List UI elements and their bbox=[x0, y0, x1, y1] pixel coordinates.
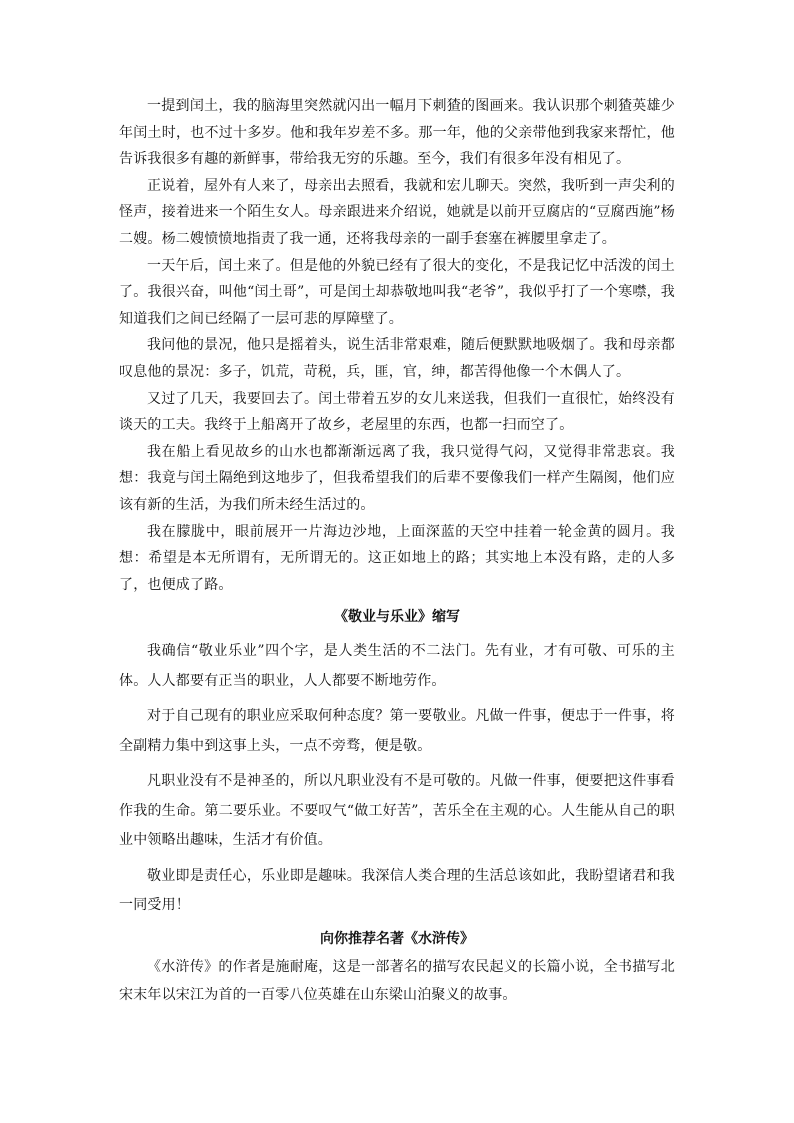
paragraph: 《水浒传》的作者是施耐庵，这是一部著名的描写农民起义的长篇小说，全书描写北宋末年以宋江为首的一百零八位英雄在山东梁山泊聚义的故事。 bbox=[119, 958, 675, 1003]
paragraph: 一提到闰土，我的脑海里突然就闪出一幅月下刺猹的图画来。我认识那个刺猹英雄少年闰土时，也不过十多岁。他和我年岁差不多。那一年，他的父亲带他到我家来帮忙，他告诉我很多有趣的新鲜事，带给我无穷的乐趣。至今，我们有很多年没有相见了。 bbox=[119, 98, 675, 168]
section-heading-jingye: 《敬业与乐业》缩写 bbox=[334, 609, 460, 626]
paragraph: 我在朦胧中，眼前展开一片海边沙地，上面深蓝的天空中挂着一轮金黄的圆月。我想：希望是本无所谓有，无所谓无的。这正如地上的路；其实地上本没有路，走的人多了，也便成了路。 bbox=[119, 523, 675, 593]
paragraph: 一天午后，闰土来了。但是他的外貌已经有了很大的变化，不是我记忆中活泼的闰土了。我很兴奋，叫他“闰土哥”，可是闰土却恭敬地叫我“老爷”，我似乎打了一个寒噤，我知道我们之间已经隔了一层可悲的厚障壁了。 bbox=[119, 257, 675, 327]
paragraph: 我在船上看见故乡的山水也都渐渐远离了我，我只觉得气闷，又觉得非常悲哀。我想：我竟与闰土隔绝到这地步了，但我希望我们的后辈不要像我们一样产生隔阂，他们应该有新的生活，为我们所未经生活过的。 bbox=[119, 443, 675, 513]
document-page bbox=[119, 93, 675, 1009]
paragraph: 又过了几天，我要回去了。闰土带着五岁的女儿来送我，但我们一直很忙，始终没有谈天的工夫。我终于上船离开了故乡，老屋里的东西，也都一扫而空了。 bbox=[119, 390, 675, 434]
paragraph: 凡职业没有不是神圣的，所以凡职业没有不是可敬的。凡做一件事，便要把这件事看作我的生命。第二要乐业。不要叹气“做工好苦”，苦乐全在主观的心。人生能从自己的职业中领略出趣味，生活才有价值。 bbox=[119, 773, 675, 849]
paragraph: 我问他的景况，他只是摇着头，说生活非常艰难，随后便默默地吸烟了。我和母亲都叹息他的景况：多子，饥荒，苛税，兵，匪，官，绅，都苦得他像一个木偶人了。 bbox=[119, 337, 675, 380]
section-jingye-summary bbox=[119, 637, 675, 921]
paragraph: 正说着，屋外有人来了，母亲出去照看，我就和宏儿聊天。突然，我听到一声尖利的怪声，接着进来一个陌生女人。母亲跟进来介绍说，她就是以前开豆腐店的“豆腐西施”杨二嫂。杨二嫂愤愤地指责了我一通，还将我母亲的一副手套塞在裤腰里拿走了。 bbox=[119, 177, 675, 247]
section-heading-shuihu: 向你推荐名著《水浒传》 bbox=[320, 930, 474, 947]
paragraph: 我确信“敬业乐业”四个字，是人类生活的不二法门。先有业，才有可敬、可乐的主体。人人都要有正当的职业，人人都要不断地劳作。 bbox=[119, 643, 675, 689]
section-shuihu-recommendation bbox=[119, 953, 675, 1009]
section-guxiang-summary bbox=[119, 93, 675, 598]
paragraph: 敬业即是责任心，乐业即是趣味。我深信人类合理的生活总该如此，我盼望诸君和我一同受用！ bbox=[119, 867, 675, 914]
paragraph: 对于自己现有的职业应采取何种态度？第一要敬业。凡做一件事，便忠于一件事，将全副精力集中到这事上头，一点不旁骛，便是敬。 bbox=[119, 708, 675, 754]
